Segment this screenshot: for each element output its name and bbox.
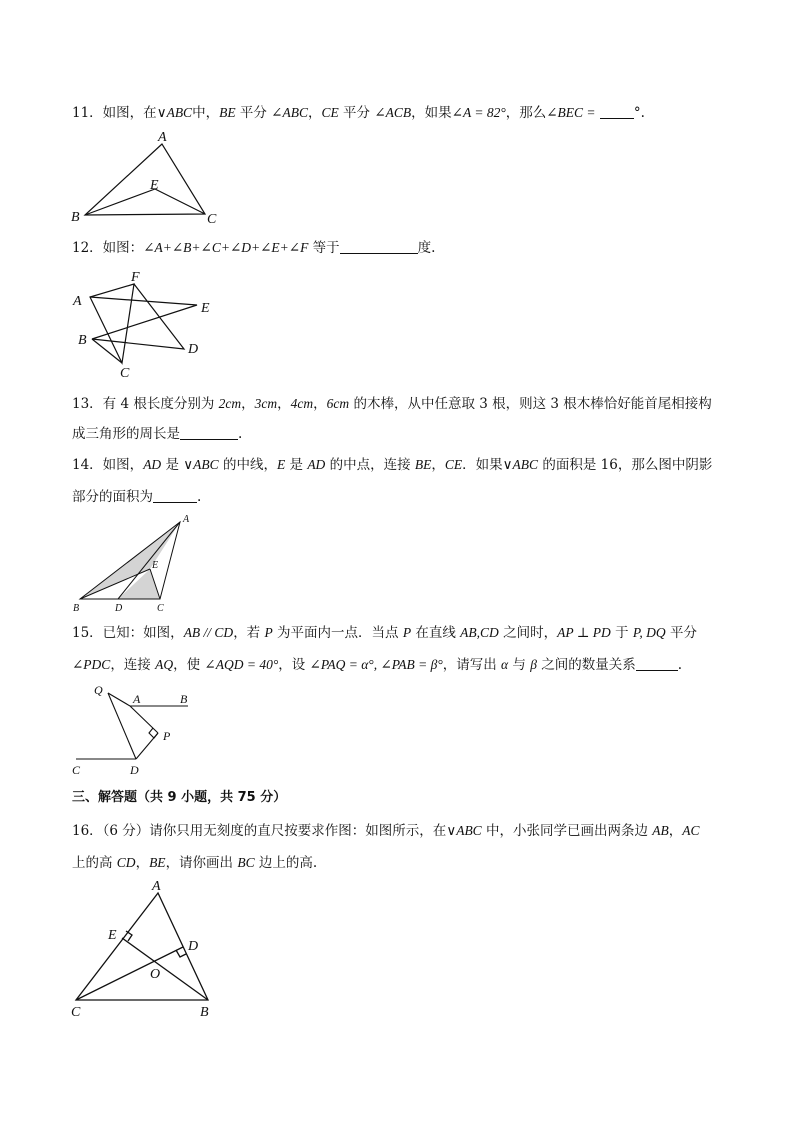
q12-suffix: 度. bbox=[417, 240, 436, 256]
q16-triangle-abc: ∨ABC bbox=[446, 823, 482, 838]
q12-label-f: F bbox=[131, 270, 140, 285]
q11-label-b: B bbox=[71, 210, 80, 225]
q16-height-be: BE bbox=[149, 855, 166, 870]
q16-side-ac: AC bbox=[682, 823, 700, 838]
q15-lines-ab-cd: AB,CD bbox=[460, 625, 499, 640]
q14-text: ， bbox=[431, 457, 445, 473]
q15-text: 平分 bbox=[665, 625, 697, 641]
q13-length-4: 6cm bbox=[326, 396, 350, 411]
q11-angle-acb: ∠ACB bbox=[374, 105, 412, 120]
q15-text: ，设 bbox=[278, 657, 310, 673]
q16-label-a: A bbox=[152, 879, 161, 894]
q15-label-a: A bbox=[133, 692, 141, 706]
q15-text: 之间时， bbox=[498, 625, 558, 641]
q14-text: 的中点，连接 bbox=[325, 457, 415, 473]
q14-point-e: E bbox=[276, 457, 286, 472]
q14-text: 14．如图， bbox=[72, 457, 144, 473]
q12-label-c: C bbox=[120, 366, 130, 381]
q16-label-b: B bbox=[200, 1005, 209, 1020]
q15-text: 于 bbox=[610, 625, 633, 641]
q14-text: 的中线， bbox=[218, 457, 277, 473]
q11-text: 中， bbox=[192, 105, 220, 121]
q15-point-p: P bbox=[264, 625, 273, 640]
q11-label-a: A bbox=[158, 130, 167, 145]
q14-text: 部分的面积为 bbox=[72, 489, 153, 505]
q11-label-e: E bbox=[150, 178, 159, 193]
q15-text: 在直线 bbox=[411, 625, 461, 641]
q15-alpha: α bbox=[501, 657, 509, 672]
q13-text: 13．有 4 根长度分别为 bbox=[72, 396, 219, 412]
q13-text: ， bbox=[313, 396, 327, 412]
q11-triangle-abc: ∨ABC bbox=[156, 105, 193, 120]
q12-label-e: E bbox=[201, 301, 210, 316]
q15-perpendicular: AP ⊥ PD bbox=[557, 625, 611, 640]
q16-text: ， bbox=[668, 823, 683, 839]
q16-height-cd: CD bbox=[116, 855, 136, 870]
q15-text: ，请写出 bbox=[442, 657, 502, 673]
q12-label-b: B bbox=[78, 333, 87, 348]
q15-beta: β bbox=[530, 657, 537, 672]
q16-text: 16．（6 分）请你只用无刻度的直尺按要求作图：如图所示，在 bbox=[72, 823, 447, 839]
q14-triangle-abc: ∨ABC bbox=[183, 457, 219, 472]
q16-right-angle-mark-e bbox=[126, 931, 132, 941]
q16-text: 边上的高. bbox=[254, 855, 318, 871]
q14-segment-ad: AD bbox=[143, 457, 162, 472]
q14-label-e: E bbox=[152, 560, 159, 571]
q14-label-d: D bbox=[115, 603, 123, 614]
q16-text: 上的高 bbox=[72, 855, 117, 871]
q15-text: ，使 bbox=[173, 657, 205, 673]
q14-segment-ce: CE bbox=[444, 457, 463, 472]
q15-parallel-lines: AB // CD bbox=[183, 625, 234, 640]
q11-text: ， bbox=[307, 105, 322, 121]
q13-length-3: 4cm bbox=[290, 396, 314, 411]
q14-triangle-abc: ∨ABC bbox=[502, 457, 539, 472]
q15-point-p: P bbox=[402, 625, 412, 640]
q15-text: ，若 bbox=[233, 625, 265, 641]
q11-segment-be: BE bbox=[219, 105, 236, 120]
q15-angles-alpha-beta: ∠PAQ = α°, ∠PAB = β° bbox=[309, 657, 443, 672]
q11-text: 平分 bbox=[338, 105, 375, 121]
q14-text: . bbox=[197, 489, 202, 505]
q12-prefix: 12．如图： bbox=[72, 240, 144, 256]
q14-segment-be: BE bbox=[414, 457, 432, 472]
q13-length-2: 3cm bbox=[254, 396, 278, 411]
q11-prefix: 11．如图，在 bbox=[72, 105, 157, 121]
q11-angle-bec: ∠BEC = bbox=[546, 105, 596, 120]
q14-text: 是 bbox=[285, 457, 308, 473]
q12-label-d: D bbox=[188, 342, 199, 357]
q16-text: 中，小张同学已画出两条边 bbox=[481, 823, 653, 839]
q15-text: 15．已知：如图， bbox=[72, 625, 184, 641]
q16-label-e: E bbox=[108, 928, 117, 943]
q15-text: ，连接 bbox=[110, 657, 156, 673]
q13-length-1: 2cm bbox=[218, 396, 242, 411]
q16-text: ， bbox=[135, 855, 150, 871]
q16-label-c: C bbox=[71, 1005, 81, 1020]
q16-side-bc: BC bbox=[237, 855, 255, 870]
q15-label-d: D bbox=[130, 763, 139, 777]
q14-text: 是 bbox=[161, 457, 184, 473]
q13-text: 的木棒，从中任意取 3 根，则这 3 根木棒恰好能首尾相接构 bbox=[349, 396, 712, 412]
q13-text: 成三角形的周长是 bbox=[72, 426, 180, 442]
q14-label-b: B bbox=[73, 603, 80, 614]
q13-text: ， bbox=[241, 396, 255, 412]
q14-text: 的面积是 16，那么图中阴影 bbox=[538, 457, 713, 473]
q11-text: 平分 bbox=[235, 105, 272, 121]
q15-text: 之间的数量关系 bbox=[536, 657, 636, 673]
q15-segment-aq: AQ bbox=[155, 657, 174, 672]
q15-label-p: P bbox=[163, 729, 171, 743]
q16-label-o: O bbox=[150, 967, 161, 982]
q16-height-cd-line bbox=[76, 947, 183, 1000]
q12-text: 等于 bbox=[308, 240, 340, 256]
q15-text: 与 bbox=[508, 657, 531, 673]
q13-text: ， bbox=[277, 396, 291, 412]
q13-text: . bbox=[238, 426, 243, 442]
q11-segment-ce: CE bbox=[321, 105, 339, 120]
q11-text: ，那么 bbox=[505, 105, 547, 121]
q15-label-b: B bbox=[180, 692, 188, 706]
q11-angle-abc: ∠ABC bbox=[271, 105, 308, 120]
q11-angle-a: ∠A = 82° bbox=[451, 105, 506, 120]
q14-segment-ad: AD bbox=[307, 457, 326, 472]
q12-label-a: A bbox=[73, 294, 82, 309]
q15-text: . bbox=[677, 657, 683, 673]
q16-text: ，请你画出 bbox=[165, 855, 238, 871]
q16-side-ab: AB bbox=[652, 823, 669, 838]
q15-points-p-dq: P, DQ bbox=[632, 625, 666, 640]
q15-label-c: C bbox=[72, 763, 81, 777]
q14-label-a: A bbox=[183, 514, 190, 525]
q11-text: ，如果 bbox=[411, 105, 452, 121]
q14-text: ．如果 bbox=[462, 457, 503, 473]
q14-label-c: C bbox=[157, 603, 164, 614]
q11-suffix: °. bbox=[633, 105, 645, 121]
section-3-title: 三、解答题（共 9 小题，共 75 分） bbox=[72, 790, 287, 805]
q16-label-d: D bbox=[188, 939, 199, 954]
q15-label-q: Q bbox=[94, 683, 103, 697]
q15-angle-pdc: ∠PDC bbox=[72, 657, 111, 672]
q15-angle-aqd: ∠AQD = 40° bbox=[204, 657, 279, 672]
q15-text: 为平面内一点．当点 bbox=[272, 625, 403, 641]
q12-angle-sum: ∠A+∠B+∠C+∠D+∠E+∠F bbox=[143, 240, 309, 255]
q11-label-c: C bbox=[207, 212, 217, 227]
